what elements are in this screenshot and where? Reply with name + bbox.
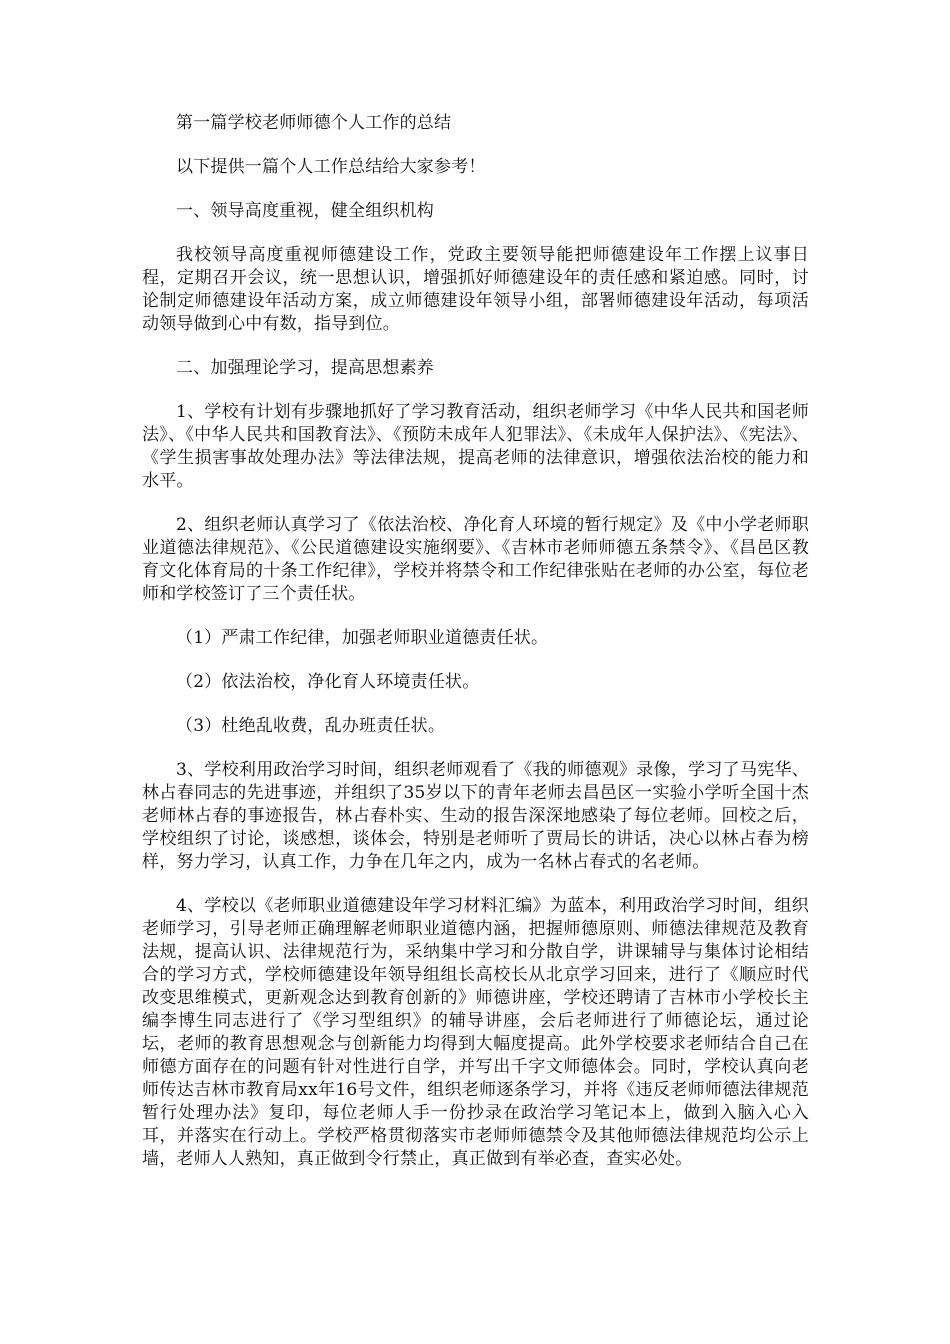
section-heading-1: 一、领导高度重视，健全组织机构 bbox=[176, 201, 434, 221]
paragraph-5: 4、学校以《老师职业道德建设年学习材料汇编》为蓝本，利用政治学习时间，组织老师学习，引导老师正确理解老师职业道德内涵，把握师德原则、师德法律规范及教育法规，提高认识、法律规范行为，采纳集中学习和分散自学，讲课辅导与集体讨论相结合的学习方式，学校师德建设年领导组组长高校长从北京学习回来，进行了《顺应时代改变思维模式，更新观念达到教育创新的》师德讲座，学校还聘请了吉林市小学校长主编李博生同志进行了《学习型组织》的辅导讲座，会后老师进行了师德论坛，通过论坛，老师的教育思想观念与创新能力均得到大幅度提高。此外学校要求老师结合自己在师德方面存在的问题有针对性进行自学，并写出千字文师德体会。同时，学校认真向老师传达吉林市教育局xx年16号文件，组织老师逐条学习，并将《违反老师师德法律规范暂行处理办法》复印，每位老师人手一份抄录在政治学习笔记本上，做到入脑入心入耳，并落实在行动上。学校严格贯彻落实市老师师德禁令及其他师德法律规范均公示上墙，老师人人熟知，真正做到令行禁止，真正做到有举必查，查实必处。 bbox=[142, 896, 809, 1169]
paragraph-4: 3、学校利用政治学习时间，组织老师观看了《我的师德观》录像，学习了马宪华、林占春同志的先进事迹，并组织了35岁以下的青年老师去昌邑区一实验小学听全国十杰老师林占春的事迹报告，林占春朴实、生动的报告深深地感染了每位老师。回校之后，学校组织了讨论，谈感想，谈体会，特别是老师听了贾局长的讲话，决心以林占春为榜样，努力学习，认真工作，力争在几年之内，成为一名林占春式的名老师。 bbox=[142, 760, 809, 872]
section-heading-2: 二、加强理论学习，提高思想素养 bbox=[176, 358, 434, 378]
list-item-2: （2）依法治校，净化育人环境责任状。 bbox=[176, 672, 480, 692]
document-body bbox=[142, 112, 809, 1192]
paragraph-2: 1、学校有计划有步骤地抓好了学习教育活动，组织老师学习《中华人民共和国老师法》、《中华人民共和国教育法》、《预防未成年人犯罪法》、《未成年人保护法》、《宪法》、《学生损害事故处理办法》等法律法规，提高老师的法律意识，增强依法治校的能力和水平。 bbox=[142, 402, 809, 491]
paragraph-1: 我校领导高度重视师德建设工作，党政主要领导能把师德建设年工作摆上议事日程，定期召开会议，统一思想认识，增强抓好师德建设年的责任感和紧迫感。同时，讨论制定师德建设年活动方案，成立师德建设年领导小组，部署师德建设年活动，每项活动领导做到心中有数，指导到位。 bbox=[142, 245, 809, 334]
list-item-1: （1）严肃工作纪律，加强老师职业道德责任状。 bbox=[176, 628, 549, 648]
document-title: 第一篇学校老师师德个人工作的总结 bbox=[176, 113, 452, 133]
intro-line: 以下提供一篇个人工作总结给大家参考！ bbox=[176, 157, 486, 177]
paragraph-3: 2、组织老师认真学习了《依法治校、净化育人环境的暂行规定》及《中小学老师职业道德法律规范》、《公民道德建设实施纲要》、《吉林市老师师德五条禁令》、《昌邑区教育文化体育局的十条工作纪律》，学校并将禁令和工作纪律张贴在老师的办公室，每位老师和学校签订了三个责任状。 bbox=[142, 515, 809, 604]
list-item-3: （3）杜绝乱收费，乱办班责任状。 bbox=[176, 716, 446, 736]
